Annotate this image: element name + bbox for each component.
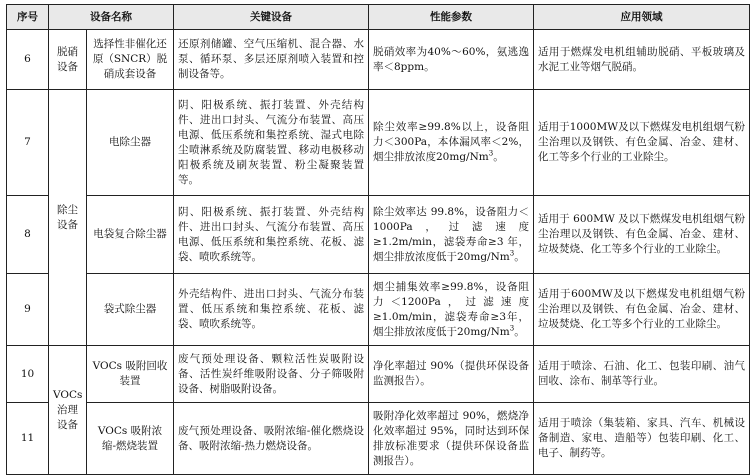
row-key: 阴、阳极系统、振打装置、外壳结构件、进出口封头、气流分布装置、高压电源、低压系统和集控系统、湿式电除尘喷淋系统及防腐装置、移动电极移动阳极系统及刷灰装置、粉尘凝聚装置等。 [174,90,369,196]
row-key: 废气预处理设备、颗粒活性炭吸附设备、活性炭纤维吸附设备、分子筛吸附设备、树脂吸附设备。 [174,346,369,403]
row-app: 适用于燃煤发电机组辅助脱硝、平板玻璃及水泥工业等烟气脱硝。 [534,30,750,90]
row-name: VOCs 吸附回收装置 [87,346,174,403]
row-app: 适用于600MW及以下燃煤发电机组烟气粉尘治理以及钢铁、有色金属、冶金、建材、垃圾焚烧、化工等多个行业的工业除尘。 [534,274,750,346]
row-no: 11 [7,403,49,475]
perf-superscript: 3 [509,324,515,332]
row-name: 电袋复合除尘器 [87,196,174,274]
perf-superscript: 3 [488,149,494,158]
row-perf: 脱硝效率为40%～60%，氨逃逸率＜8ppm。 [369,30,534,90]
equipment-table [6,4,750,475]
row-perf [369,274,534,346]
row-no: 7 [7,90,49,196]
table-row [7,274,750,346]
perf-end: 。 [514,250,525,263]
row-no: 8 [7,196,49,274]
row-app: 适用于喷涂（集装箱、家具、汽车、机械设备制造、家电、造船等）包装印刷、化工、电子、制药等。 [534,403,750,475]
row-perf: 净化率超过 90%（提供环保设备监测报告）。 [369,346,534,403]
row-app: 适用于喷涂、石油、化工、包装印刷、油气回收、涂布、制革等行业。 [534,346,750,403]
header-name: 设备名称 [49,5,174,30]
category-denitration: 脱硝设备 [49,30,87,90]
perf-superscript: 3 [509,249,515,257]
row-name: 袋式除尘器 [87,274,174,346]
row-perf [369,90,534,196]
row-app: 适用于1000MW及以下燃煤发电机组烟气粉尘治理以及钢铁、有色金属、冶金、建材、化工等多个行业的工业除尘。 [534,90,750,196]
table-row [7,346,750,403]
row-no: 6 [7,30,49,90]
table-row [7,403,750,475]
row-name: 电除尘器 [87,90,174,196]
header-key: 关键设备 [174,5,369,30]
row-app: 适用于 600MW 及以下燃煤发电机组烟气粉尘治理以及钢铁、有色金属、冶金、建材、垃圾焚烧、化工等多个行业的工业除尘。 [534,196,750,274]
row-key: 还原剂储罐、空气压缩机、混合器、水泵、循环泵、多层还原剂喷入装置和控制设备等。 [174,30,369,90]
perf-text: 除尘效率≥99.8%以上，设备阻力＜300Pa，本体漏风率＜2%，烟尘排放浓度20mg/Nm [373,121,529,163]
row-no: 10 [7,346,49,403]
category-vocs: VOCs治理设备 [49,346,87,475]
row-key: 外壳结构件、进出口封头、气流分布装置、低压系统和集控系统、花板、滤袋、喷吹系统等。 [174,274,369,346]
category-dust: 除尘设备 [49,90,87,346]
perf-text: 烟尘捕集效率≥99.8%，设备阻力＜1200Pa，过滤速度≥1.0m/min，滤袋寿命≥3年，烟尘排放浓度低于20mg/Nm [373,280,529,338]
row-perf: 吸附净化效率超过 90%，燃烧净化效率超过 95%，同时达到环保排放标准要求（提供环保设备监测报告）。 [369,403,534,475]
row-perf [369,196,534,274]
row-key: 废气预处理设备、吸附浓缩-催化燃烧设备、吸附浓缩-热力燃烧设备。 [174,403,369,475]
row-name: 选择性非催化还原（SNCR）脱硝成套设备 [87,30,174,90]
row-name: VOCs 吸附浓缩-燃烧装置 [87,403,174,475]
table-row [7,90,750,196]
perf-end: 。 [493,151,504,163]
perf-text: 除尘效率达 99.8%，设备阻力＜1000Pa，过滤速度≥1.2m/min，滤袋寿命≥3 年，烟尘排放浓度低于20mg/Nm [373,205,529,263]
row-key: 阴、阳极系统、振打装置、外壳结构件、进出口封头、气流分布装置、高压电源、低压系统和集控系统、花板、滤袋、喷吹系统等。 [174,196,369,274]
table-row [7,196,750,274]
table-header-row [7,5,750,30]
header-no: 序号 [7,5,49,30]
header-perf: 性能参数 [369,5,534,30]
perf-end: 。 [514,325,525,338]
table-row [7,30,750,90]
row-no: 9 [7,274,49,346]
header-app: 应用领域 [534,5,750,30]
